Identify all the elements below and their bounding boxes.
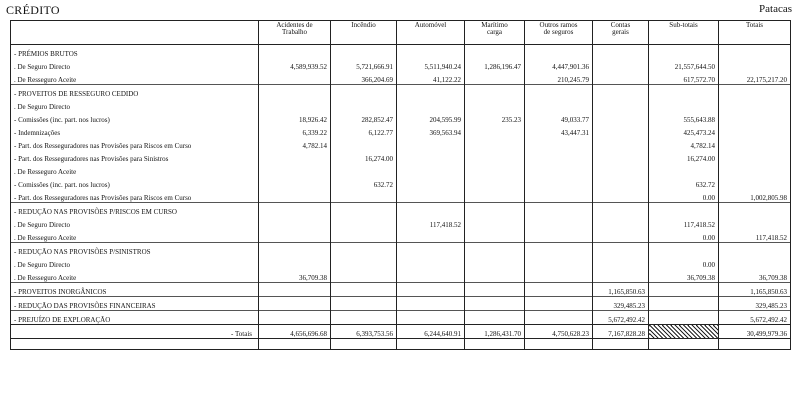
value-cell: [465, 203, 525, 217]
value-cell: [525, 189, 593, 203]
value-cell: [465, 283, 525, 297]
value-cell: [259, 189, 331, 203]
value-cell: [465, 229, 525, 243]
row-label: - Part. dos Resseguradores nas Provisões para Riscos em Curso: [11, 189, 259, 203]
table-row: [11, 283, 791, 297]
value-cell: [719, 137, 791, 150]
column-header: [593, 21, 649, 45]
value-cell: [465, 216, 525, 229]
value-cell: [593, 98, 649, 111]
value-cell: 18,926.42: [259, 111, 331, 124]
value-cell: [331, 243, 397, 257]
value-cell: 36,709.38: [649, 269, 719, 283]
value-cell: [465, 269, 525, 283]
value-cell: 204,595.99: [397, 111, 465, 124]
value-cell: [331, 45, 397, 59]
value-cell: [719, 163, 791, 176]
value-cell: [525, 216, 593, 229]
value-cell: [593, 85, 649, 99]
value-cell: [593, 256, 649, 269]
value-cell: [331, 283, 397, 297]
value-cell: 43,447.31: [525, 124, 593, 137]
value-cell: 36,709.38: [259, 269, 331, 283]
row-label: - REDUÇÃO DAS PROVISÕES FINANCEIRAS: [11, 297, 259, 311]
value-cell: 4,750,628.23: [525, 325, 593, 339]
value-cell: [259, 150, 331, 163]
value-cell: [259, 71, 331, 85]
value-cell: [259, 98, 331, 111]
column-header-line: Acidentes de: [276, 21, 313, 29]
value-cell: [397, 256, 465, 269]
row-label: - PROVEITOS INORGÂNICOS: [11, 283, 259, 297]
value-cell: 329,485.23: [719, 297, 791, 311]
table-row: [11, 311, 791, 325]
footer-cell: [331, 339, 397, 350]
value-cell: [331, 85, 397, 99]
value-cell: 1,165,850.63: [719, 283, 791, 297]
value-cell: [397, 137, 465, 150]
value-cell: 282,852.47: [331, 111, 397, 124]
value-cell: 4,782.14: [259, 137, 331, 150]
value-cell: [397, 297, 465, 311]
value-cell: 5,672,492.42: [719, 311, 791, 325]
value-cell: [259, 176, 331, 189]
value-cell: [465, 163, 525, 176]
value-cell: 369,563.94: [397, 124, 465, 137]
value-cell: [593, 203, 649, 217]
value-cell: 7,167,828.28: [593, 325, 649, 339]
column-header: [719, 21, 791, 45]
value-cell: [259, 283, 331, 297]
table-row: [11, 85, 791, 99]
table-row: [11, 229, 791, 243]
row-label: . De Seguro Directo: [11, 58, 259, 71]
value-cell: 6,339.22: [259, 124, 331, 137]
table-row: [11, 111, 791, 124]
value-cell: [259, 203, 331, 217]
value-cell: [465, 311, 525, 325]
table-row: [11, 297, 791, 311]
value-cell: 329,485.23: [593, 297, 649, 311]
value-cell: 632.72: [331, 176, 397, 189]
footer-cell: [593, 339, 649, 350]
column-header-line: Incêndio: [351, 21, 376, 29]
value-cell: [331, 137, 397, 150]
footer-cell: [259, 339, 331, 350]
column-header-line: Sub-totais: [669, 21, 698, 29]
row-label: . De Seguro Directo: [11, 256, 259, 269]
value-cell: 4,656,696.68: [259, 325, 331, 339]
row-label: - REDUÇÃO NAS PROVISÕES P/RISCOS EM CURSO: [11, 203, 259, 217]
value-cell: [331, 216, 397, 229]
column-header-line: Contas: [610, 21, 631, 29]
row-label: - Part. dos Resseguradores nas Provisões para Sinistros: [11, 150, 259, 163]
value-cell: [465, 176, 525, 189]
value-cell: [649, 311, 719, 325]
value-cell: [259, 85, 331, 99]
value-cell: [331, 163, 397, 176]
row-label: - Comissões (inc. part. nos lucros): [11, 176, 259, 189]
value-cell: 235.23: [465, 111, 525, 124]
value-cell: [593, 150, 649, 163]
value-cell: [397, 283, 465, 297]
row-label: . De Seguro Directo: [11, 98, 259, 111]
column-header: [259, 21, 331, 45]
value-cell: 617,572.70: [649, 71, 719, 85]
value-cell: [331, 229, 397, 243]
value-cell: [525, 243, 593, 257]
row-label: . De Resseguro Aceite: [11, 229, 259, 243]
currency-label: Patacas: [759, 3, 792, 15]
credit-table: [10, 20, 791, 350]
value-cell: 49,033.77: [525, 111, 593, 124]
value-cell: 117,418.52: [719, 229, 791, 243]
value-cell: 4,589,939.52: [259, 58, 331, 71]
footer-row: [11, 339, 791, 350]
value-cell: [525, 203, 593, 217]
value-cell: [719, 45, 791, 59]
value-cell: [719, 256, 791, 269]
value-cell: [259, 256, 331, 269]
column-header-line: gerais: [612, 28, 629, 37]
value-cell: [465, 297, 525, 311]
value-cell: [649, 85, 719, 99]
value-cell: 0.00: [649, 229, 719, 243]
value-cell: [719, 58, 791, 71]
column-header-line: Outros ramos: [539, 21, 578, 29]
value-cell: [525, 163, 593, 176]
value-cell: [259, 297, 331, 311]
value-cell: 16,274.00: [331, 150, 397, 163]
table-row: [11, 98, 791, 111]
value-cell: [593, 58, 649, 71]
table-row: [11, 45, 791, 59]
value-cell: 1,286,431.70: [465, 325, 525, 339]
table-row: [11, 256, 791, 269]
value-cell: [259, 243, 331, 257]
value-cell: [397, 85, 465, 99]
value-cell: [397, 150, 465, 163]
value-cell: [397, 163, 465, 176]
value-cell: [397, 229, 465, 243]
value-cell: [593, 269, 649, 283]
column-header: [331, 21, 397, 45]
table-row: [11, 243, 791, 257]
value-cell: [525, 85, 593, 99]
value-cell: [649, 243, 719, 257]
value-cell: [719, 124, 791, 137]
value-cell: [259, 229, 331, 243]
value-cell: [331, 256, 397, 269]
value-cell: 4,782.14: [649, 137, 719, 150]
value-cell: [719, 150, 791, 163]
value-cell: [259, 311, 331, 325]
value-cell: 6,244,640.91: [397, 325, 465, 339]
value-cell: [593, 229, 649, 243]
value-cell: [397, 45, 465, 59]
value-cell: [525, 256, 593, 269]
value-cell: [465, 189, 525, 203]
value-cell: 5,721,666.91: [331, 58, 397, 71]
value-cell: [331, 203, 397, 217]
value-cell: [649, 98, 719, 111]
table-row: [11, 124, 791, 137]
value-cell: [525, 269, 593, 283]
value-cell: 366,204.69: [331, 71, 397, 85]
footer-cell: [719, 339, 791, 350]
value-cell: [649, 45, 719, 59]
column-header-line: Trabalho: [281, 28, 308, 37]
value-cell: [719, 98, 791, 111]
value-cell: [465, 71, 525, 85]
value-cell: [465, 45, 525, 59]
row-label: - Indemnizações: [11, 124, 259, 137]
row-label: - Comissões (inc. part. nos lucros): [11, 111, 259, 124]
table-row: [11, 71, 791, 85]
value-cell: [259, 45, 331, 59]
column-header-line: carga: [486, 28, 503, 37]
value-cell: [465, 85, 525, 99]
value-cell: [259, 216, 331, 229]
row-label: - Totais: [11, 325, 259, 339]
row-label: - PROVEITOS DE RESSEGURO CEDIDO: [11, 85, 259, 99]
value-cell: [525, 150, 593, 163]
value-cell: [525, 283, 593, 297]
value-cell: [331, 269, 397, 283]
value-cell: [525, 98, 593, 111]
value-cell: [331, 189, 397, 203]
table-row: [11, 137, 791, 150]
value-cell: [465, 243, 525, 257]
value-cell: 5,672,492.42: [593, 311, 649, 325]
footer-cell: [465, 339, 525, 350]
value-cell: [397, 176, 465, 189]
value-cell: [397, 98, 465, 111]
column-header-line: de seguros: [543, 28, 574, 37]
column-header: [649, 21, 719, 45]
value-cell: [465, 137, 525, 150]
value-cell: 555,643.88: [649, 111, 719, 124]
value-cell: [719, 176, 791, 189]
value-cell: [525, 311, 593, 325]
value-cell: [397, 189, 465, 203]
header-label-column: [11, 21, 259, 45]
value-cell: 22,175,217.20: [719, 71, 791, 85]
value-cell: [465, 256, 525, 269]
value-cell: 632.72: [649, 176, 719, 189]
row-label: . De Resseguro Aceite: [11, 269, 259, 283]
value-cell: [593, 216, 649, 229]
value-cell: [397, 269, 465, 283]
value-cell: [593, 124, 649, 137]
value-cell: [719, 243, 791, 257]
value-cell: [465, 98, 525, 111]
value-cell: [719, 216, 791, 229]
value-cell: [649, 163, 719, 176]
value-cell: [465, 150, 525, 163]
value-cell: 117,418.52: [397, 216, 465, 229]
value-cell: 0.00: [649, 189, 719, 203]
table-row: [11, 203, 791, 217]
totals-row: [11, 325, 791, 339]
value-cell: [649, 203, 719, 217]
document-title: CRÉDITO: [6, 3, 60, 17]
value-cell: [593, 163, 649, 176]
table-row: [11, 216, 791, 229]
value-cell: 1,165,850.63: [593, 283, 649, 297]
table-row: [11, 269, 791, 283]
value-cell: 16,274.00: [649, 150, 719, 163]
value-cell: [649, 283, 719, 297]
value-cell: 6,122.77: [331, 124, 397, 137]
row-label: - REDUÇÃO NAS PROVISÕES P/SINISTROS: [11, 243, 259, 257]
column-header-line: Marítimo: [481, 21, 508, 29]
column-header: [397, 21, 465, 45]
value-cell: 41,122.22: [397, 71, 465, 85]
row-label: . De Resseguro Aceite: [11, 71, 259, 85]
table-body: [11, 45, 791, 350]
value-cell: [593, 176, 649, 189]
footer-cell: [11, 339, 259, 350]
value-cell: 0.00: [649, 256, 719, 269]
footer-cell: [649, 339, 719, 350]
value-cell: 6,393,753.56: [331, 325, 397, 339]
table-header-row: [11, 21, 791, 45]
table-row: [11, 163, 791, 176]
value-cell: 117,418.52: [649, 216, 719, 229]
value-cell: [525, 45, 593, 59]
value-cell: [525, 176, 593, 189]
value-cell: [397, 311, 465, 325]
value-cell: [259, 163, 331, 176]
value-cell: [397, 243, 465, 257]
value-cell: [593, 71, 649, 85]
value-cell: [719, 111, 791, 124]
footer-cell: [525, 339, 593, 350]
value-cell: 425,473.24: [649, 124, 719, 137]
value-cell: [593, 111, 649, 124]
value-cell: 210,245.79: [525, 71, 593, 85]
row-label: - Part. dos Resseguradores nas Provisões para Riscos em Curso: [11, 137, 259, 150]
value-cell: [397, 203, 465, 217]
column-header-line: Automóvel: [414, 21, 447, 29]
value-cell: [649, 325, 719, 339]
value-cell: [649, 297, 719, 311]
value-cell: [331, 297, 397, 311]
value-cell: 30,499,979.36: [719, 325, 791, 339]
value-cell: [465, 124, 525, 137]
value-cell: 1,002,805.98: [719, 189, 791, 203]
table-row: [11, 189, 791, 203]
value-cell: [525, 137, 593, 150]
value-cell: [719, 203, 791, 217]
table-row: [11, 150, 791, 163]
value-cell: [525, 297, 593, 311]
value-cell: [593, 243, 649, 257]
value-cell: [719, 85, 791, 99]
value-cell: [593, 137, 649, 150]
table-row: [11, 58, 791, 71]
row-label: - PRÉMIOS BRUTOS: [11, 45, 259, 59]
table-row: [11, 176, 791, 189]
column-header: [525, 21, 593, 45]
value-cell: 5,511,940.24: [397, 58, 465, 71]
footer-cell: [397, 339, 465, 350]
value-cell: 36,709.38: [719, 269, 791, 283]
row-label: . De Seguro Directo: [11, 216, 259, 229]
value-cell: 4,447,901.36: [525, 58, 593, 71]
column-header: [465, 21, 525, 45]
value-cell: [593, 189, 649, 203]
value-cell: 21,557,644.50: [649, 58, 719, 71]
value-cell: [331, 311, 397, 325]
value-cell: [525, 229, 593, 243]
value-cell: 1,286,196.47: [465, 58, 525, 71]
row-label: . De Resseguro Aceite: [11, 163, 259, 176]
row-label: - PREJUÍZO DE EXPLORAÇÃO: [11, 311, 259, 325]
column-header-line: Totais: [745, 21, 763, 29]
value-cell: [331, 98, 397, 111]
value-cell: [593, 45, 649, 59]
